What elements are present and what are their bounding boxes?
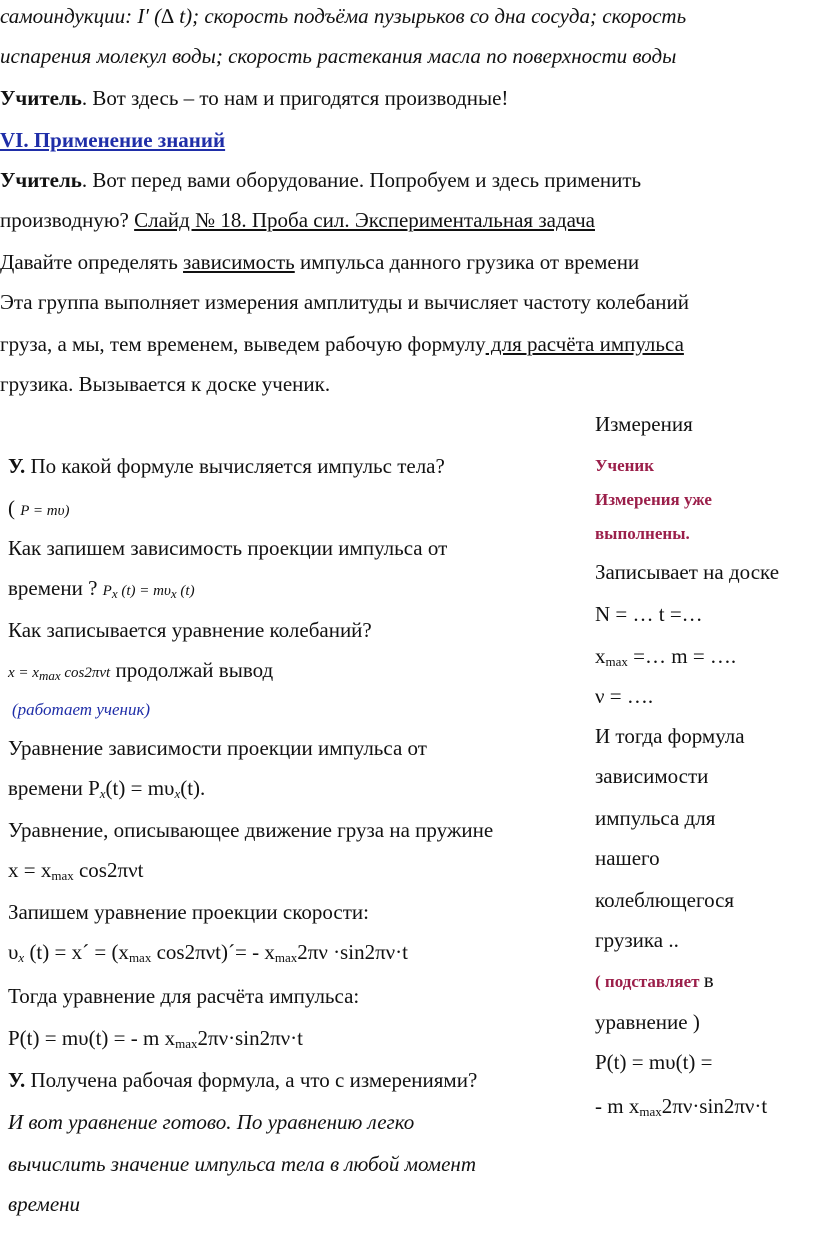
substitutes-text: в (703, 968, 714, 992)
paren-close: ) (64, 503, 70, 519)
eq-sub-x: x (18, 950, 25, 965)
slide-18-reference: Слайд № 18. Проба сил. Экспериментальная задача (134, 208, 595, 232)
speaker-label: У. (8, 454, 26, 478)
eq-velocity: υ (164, 776, 175, 800)
speaker-label: У. (8, 1068, 26, 1092)
eq-sub-x: x (174, 786, 181, 801)
right-then-line-1: И тогда формула (595, 724, 745, 748)
right-value-nu: ν = …. (595, 684, 654, 708)
define-text-a: Давайте определять (0, 250, 184, 274)
note-student-works: (работает ученик) (12, 700, 151, 719)
formula-sub-x: x (111, 586, 118, 601)
define-text-b: импульса данного грузика от времени (294, 250, 640, 274)
conclusion-line-1: И вот уравнение готово. По уравнению легко (8, 1110, 415, 1134)
text-line-self-induction: самоиндукции: I′ (∆ t); скорость подъёма пузырьков со дна сосуда; скорость (0, 4, 687, 28)
formula-text: P = m (20, 503, 58, 519)
eq-text-b: cos2πνt (73, 858, 144, 882)
substitutes-label: ( подставляет (595, 972, 704, 991)
right-then-line-3: импульса для (595, 806, 716, 830)
val-rest: =… m = …. (627, 644, 737, 668)
formula-momentum (8, 496, 70, 523)
val-sub-max: max (605, 654, 628, 669)
pt-text-a: - m x (595, 1094, 640, 1118)
equation-spring-motion: Уравнение, описывающее движение груза на пружине (8, 818, 494, 842)
text-line-group-measures: Эта группа выполняет измерения амплитуды и вычисляет частоту колебаний (0, 290, 689, 314)
right-then-line-6: грузика .. (595, 928, 679, 952)
continue-text: продолжай вывод (110, 658, 274, 682)
question-momentum-formula (8, 454, 445, 478)
formula-sub-max: max (38, 668, 61, 683)
formula-oscillation (8, 658, 273, 685)
conclusion-line-2: вычислить значение импульса тела в любой момент (8, 1152, 476, 1176)
eq-sub-max: max (51, 868, 74, 883)
text-line-evaporation: испарения молекул воды; скорость растекания масла по поверхности воды (0, 44, 677, 68)
formula-p: P (102, 583, 112, 599)
equation-dependency-b (8, 776, 205, 800)
teacher-remark-derivatives (0, 86, 508, 110)
speaker-label: Учитель (0, 168, 82, 192)
right-pt-formula-1: P(t) = mυ(t) = (595, 1050, 713, 1074)
eq-text-b: 2πν·sin2πν·t (197, 1026, 303, 1050)
eq-text-c: 2πν ·sin2πν·t (297, 940, 408, 964)
text-momentum-equation: Тогда уравнение для расчёта импульса: (8, 984, 360, 1008)
formula-momentum-equation (8, 1026, 303, 1050)
pt-sub-max: max (639, 1104, 662, 1119)
right-student-label: Ученик (595, 456, 654, 475)
pt-text-b: 2πν·sin2πν·t (661, 1094, 768, 1118)
question-text: Получена рабочая формула, а что с измерениями? (25, 1068, 478, 1092)
formula-velocity: υ (57, 503, 65, 519)
text-velocity-projection: Запишем уравнение проекции скорости: (8, 900, 369, 924)
eq-velocity: υ (8, 940, 19, 964)
eq-sub-max: max (175, 1036, 198, 1051)
right-into-equation: уравнение ) (595, 1010, 700, 1034)
remark-text: . Вот перед вами оборудование. Попробуем и здесь применить (81, 168, 642, 192)
formula-end: (t) (176, 583, 195, 599)
eq-text-b: (t) = m (105, 776, 165, 800)
text-line-working-formula (0, 332, 684, 356)
formula-mid: (t) = m (117, 583, 164, 599)
right-pt-formula-2 (595, 1094, 767, 1118)
right-measurements-done-1: Измерения уже (595, 490, 712, 509)
formula-spring-motion (8, 858, 143, 882)
right-measurements-title: Измерения (595, 412, 693, 436)
speaker-label: Учитель (0, 86, 82, 110)
text-line-student-called: грузика. Вызывается к доске ученик. (0, 372, 331, 396)
question-oscillation-equation: Как записывается уравнение колебаний? (8, 618, 372, 642)
eq-text-c: (t). (180, 776, 206, 800)
eq-sub-max: max (274, 950, 298, 965)
question-projection-b (8, 576, 195, 603)
right-then-line-2: зависимости (595, 764, 709, 788)
conclusion-line-3: времени (8, 1192, 81, 1216)
eq-text-b: cos2πνt)´= - x (151, 940, 275, 964)
eq-text-a: (t) = x´ = (x (24, 940, 129, 964)
paren-open: ( (8, 496, 21, 520)
eq-sub-x: x (99, 786, 106, 801)
question-measurements (8, 1068, 477, 1092)
question-text: По какой формуле вычисляется импульс тела? (25, 454, 445, 478)
right-writes-on-board: Записывает на доске (595, 560, 780, 584)
eq-text-a: P(t) = mυ(t) = - m x (8, 1026, 176, 1050)
formula-sub-x: x (170, 586, 177, 601)
define-text-underlined: зависимость (183, 250, 295, 274)
formula-velocity-projection (8, 940, 408, 964)
formula-velocity: υ (163, 583, 171, 599)
eq-sub-max: max (128, 950, 152, 965)
remark-text: . Вот здесь – то нам и пригодятся производные! (81, 86, 509, 110)
formula-rest: cos2πνt (60, 665, 111, 681)
right-then-line-5: колеблющегося (595, 888, 735, 912)
text-line-derivative (0, 208, 595, 232)
right-then-line-4: нашего (595, 846, 660, 870)
teacher-remark-equipment (0, 168, 641, 192)
section-heading-applying-knowledge: VI. Применение знаний (0, 128, 226, 152)
text-line-define-dependency (0, 250, 639, 274)
derivative-text: производную? (0, 208, 135, 232)
val-x: x (595, 644, 606, 668)
formula-text-underlined: для расчёта импульса (485, 332, 684, 356)
eq-text-a: времени P (8, 776, 100, 800)
formula-x: x = x (8, 665, 39, 681)
question-text: времени ? (8, 576, 103, 600)
right-measurements-done-2: выполнены. (595, 524, 690, 543)
eq-text-a: x = x (8, 858, 52, 882)
right-values-n-t: N = … t =… (595, 602, 703, 626)
question-projection-a: Как запишем зависимость проекции импульса от (8, 536, 448, 560)
equation-dependency-a: Уравнение зависимости проекции импульса от (8, 736, 427, 760)
right-substitutes (595, 968, 714, 994)
formula-text-a: груза, а мы, тем временем, выведем рабочую формулу (0, 332, 486, 356)
right-values-xmax-m (595, 644, 736, 668)
